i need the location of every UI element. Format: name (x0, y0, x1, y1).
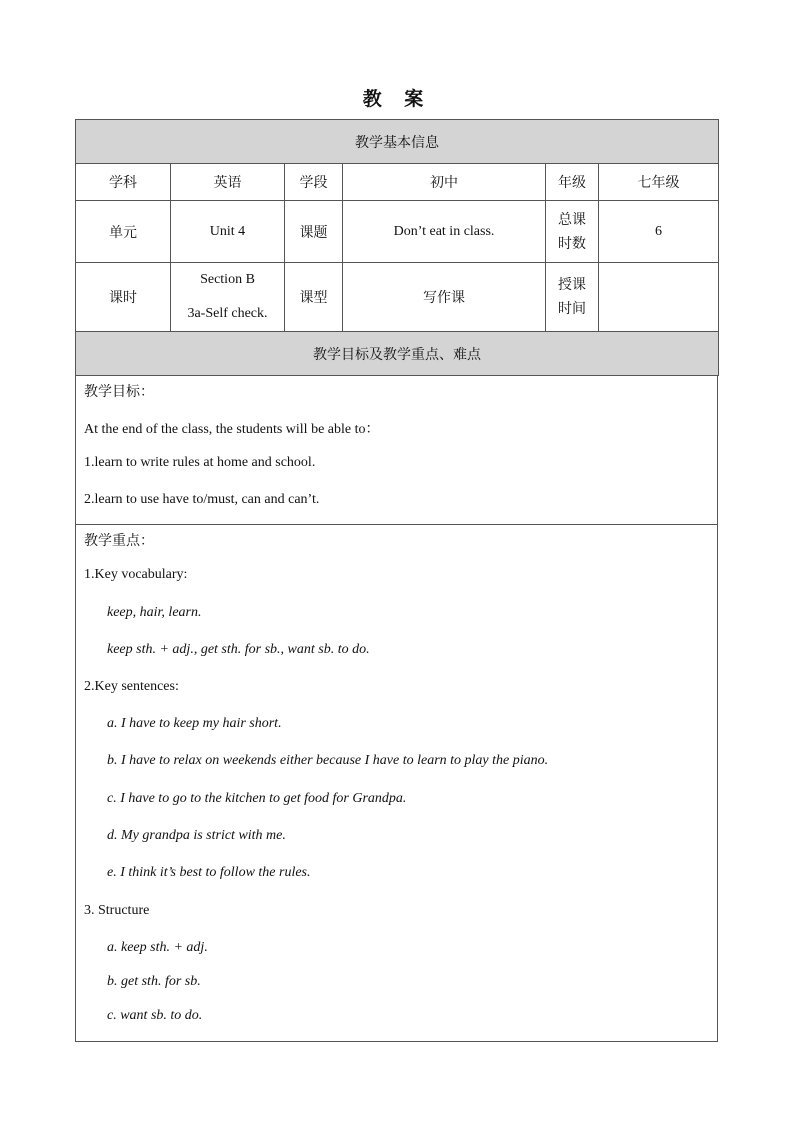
topic-label: 课题 (285, 201, 343, 263)
structure-line: b. get sth. for sb. (107, 974, 201, 989)
subject-value: 英语 (171, 164, 285, 201)
objective-item: 2.learn to use have to/must, can and can’t. (84, 492, 320, 507)
key-sentence: e. I think it’s best to follow the rules. (107, 865, 311, 880)
sentences-heading: 2.Key sentences: (84, 679, 179, 694)
key-sentence: a. I have to keep my hair short. (107, 716, 282, 731)
teaching-time-label (546, 263, 599, 332)
teaching-time-value (599, 263, 719, 332)
structure-line: c. want sb. to do. (107, 1008, 203, 1023)
period-value-line1: Section B (200, 272, 255, 287)
teaching-time-label-line1: 授课 (558, 277, 586, 293)
period-value (171, 263, 285, 332)
key-sentence: b. I have to relax on weekends either because I have to learn to play the piano. (107, 753, 549, 768)
structure-heading: 3. Structure (84, 903, 150, 918)
objectives-box (75, 376, 718, 525)
total-hours-label-line1: 总课 (558, 211, 586, 228)
subject-label: 学科 (76, 164, 171, 201)
total-hours-value: 6 (599, 201, 719, 263)
key-sentence: d. My grandpa is strict with me. (107, 828, 286, 843)
unit-label: 单元 (76, 201, 171, 263)
grade-value: 七年级 (599, 164, 719, 201)
period-value-line2: 3a-Self check. (187, 306, 268, 321)
objectives-heading: 教学目标： (84, 384, 154, 400)
grade-label: 年级 (546, 164, 599, 201)
objectives-header: 教学目标及教学重点、难点 (76, 332, 719, 376)
vocab-heading: 1.Key vocabulary: (84, 567, 188, 582)
total-hours-label (546, 201, 599, 263)
structure-line: a. keep sth. + adj. (107, 940, 208, 955)
basic-info-table (75, 119, 719, 376)
stage-value: 初中 (343, 164, 546, 201)
objective-item: 1.learn to write rules at home and school. (84, 455, 316, 470)
objectives-intro: At the end of the class, the students will be able to： (84, 422, 380, 437)
key-sentence: c. I have to go to the kitchen to get food for Grandpa. (107, 791, 407, 806)
unit-value: Unit 4 (171, 201, 285, 263)
total-hours-label-line2: 时数 (558, 235, 586, 252)
teaching-time-label-line2: 时间 (558, 301, 586, 317)
basic-info-header: 教学基本信息 (76, 120, 719, 164)
key-points-box (75, 525, 718, 1042)
period-label: 课时 (76, 263, 171, 332)
vocab-line: keep, hair, learn. (107, 605, 202, 620)
lesson-type-value: 写作课 (343, 263, 546, 332)
key-points-heading: 教学重点： (84, 533, 154, 549)
lesson-type-label: 课型 (285, 263, 343, 332)
vocab-line: keep sth. + adj., get sth. for sb., want sb. to do. (107, 642, 370, 657)
stage-label: 学段 (285, 164, 343, 201)
document-title: 教 案 (362, 88, 432, 110)
topic-value: Don’t eat in class. (343, 201, 546, 263)
